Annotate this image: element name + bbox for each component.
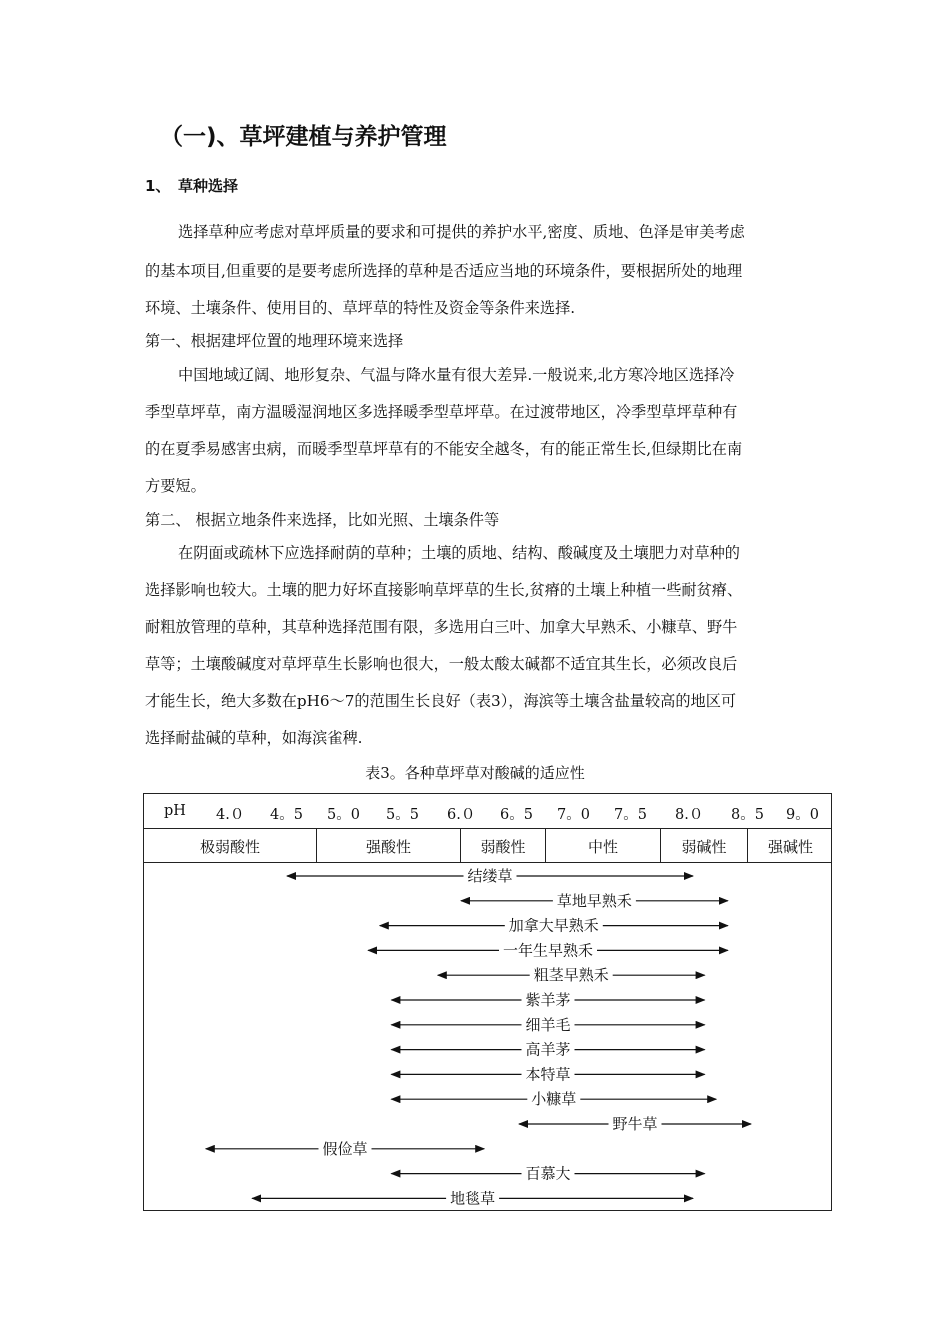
paragraph-line: 环境、土壤条件、使用目的、草坪草的特性及资金等条件来选择.: [145, 299, 576, 317]
range-label: 紫羊茅: [525, 991, 571, 1009]
paragraph-line: 才能生长，绝大多数在pH6～7的范围生长良好（表3），海滨等土壤含盐量较高的地区可: [145, 692, 737, 710]
range-label: 加拿大早熟禾: [508, 916, 599, 935]
category-cell: 极弱酸性: [199, 838, 260, 856]
paragraph-line: 耐粗放管理的草种，其草种选择范围有限，多选用白三叶、加拿大早熟禾、小糠草、野牛: [145, 618, 738, 636]
paragraph-line: 的基本项目,但重要的是要考虑所选择的草种是否适应当地的环境条件，要根据所处的地理: [145, 262, 743, 280]
paragraph-line: 季型草坪草，南方温暖湿润地区多选择暖季型草坪草。在过渡带地区，冷季型草坪草种有: [145, 403, 738, 421]
ph-value: 9。0: [786, 807, 819, 823]
range-label: 细羊毛: [525, 1015, 571, 1034]
range-label: 高羊茅: [525, 1040, 571, 1059]
range-label: 假俭草: [322, 1139, 368, 1158]
paragraph-line: 在阴面或疏林下应选择耐荫的草种；土壤的质地、结构、酸碱度及土壤肥力对草种的: [178, 544, 740, 562]
paragraph-line: 的在夏季易感害虫病，而暖季型草坪草有的不能安全越冬，有的能正常生长,但绿期比在南: [145, 440, 743, 458]
range-label: 一年生早熟禾: [502, 941, 594, 960]
category-cell: 强酸性: [365, 838, 411, 856]
ph-value: 7。5: [614, 807, 647, 823]
ph-label: pH: [164, 803, 186, 819]
ph-adaptation-table: [143, 793, 832, 1211]
range-label: 百慕大: [525, 1164, 571, 1183]
ph-value: 4.０: [216, 807, 245, 823]
range-label: 地毯草: [450, 1189, 496, 1208]
category-cell: 弱碱性: [681, 838, 727, 856]
paragraph-line: 草等；土壤酸碱度对草坪草生长影响也很大，一般太酸太碱都不适宜其生长，必须改良后: [145, 655, 738, 673]
ph-range-chart: [144, 794, 833, 1212]
ph-value: 6。5: [500, 807, 533, 823]
paragraph-line: 选择耐盐碱的草种，如海滨雀稗.: [145, 729, 363, 747]
subheading-line: 第二、 根据立地条件来选择，比如光照、土壤条件等: [145, 511, 500, 529]
subheading-line: 第一、根据建坪位置的地理环境来选择: [145, 332, 404, 350]
range-label: 本特草: [525, 1065, 571, 1084]
section-number: 1、: [145, 177, 171, 195]
section-heading: [145, 175, 238, 196]
range-label: 野牛草: [612, 1115, 658, 1133]
range-label: 结缕草: [467, 867, 513, 885]
ph-value: 7。0: [557, 807, 590, 823]
ph-value: 5。0: [327, 807, 360, 823]
range-label: 草地早熟禾: [556, 891, 632, 910]
table-caption: 表3。各种草坪草对酸碱的适应性: [365, 764, 585, 782]
paragraph-line: 选择草种应考虑对草坪质量的要求和可提供的养护水平,密度、质地、色泽是审美考虑: [178, 223, 745, 241]
section-title: 草种选择: [178, 177, 239, 195]
category-cell: 中性: [587, 838, 618, 856]
range-label: 粗茎早熟禾: [533, 966, 609, 985]
paragraph-line: 选择影响也较大。土壤的肥力好坏直接影响草坪草的生长,贫瘠的土壤上种植一些耐贫瘠、: [145, 581, 743, 599]
paragraph-line: 方要短。: [145, 477, 206, 495]
category-cell: 弱酸性: [480, 838, 526, 856]
ph-value: 8。5: [731, 807, 764, 823]
page-title: （一)、草坪建植与养护管理: [160, 124, 447, 150]
paragraph-line: 中国地域辽阔、地形复杂、气温与降水量有很大差异.一般说来,北方寒冷地区选择冷: [178, 366, 735, 384]
ph-value: 5。5: [386, 807, 419, 823]
ph-value: 8.０: [675, 807, 704, 823]
category-cell: 强碱性: [767, 838, 813, 856]
ph-value: 6.０: [447, 807, 476, 823]
range-label: 小糠草: [531, 1090, 577, 1109]
ph-value: 4。5: [270, 807, 303, 823]
